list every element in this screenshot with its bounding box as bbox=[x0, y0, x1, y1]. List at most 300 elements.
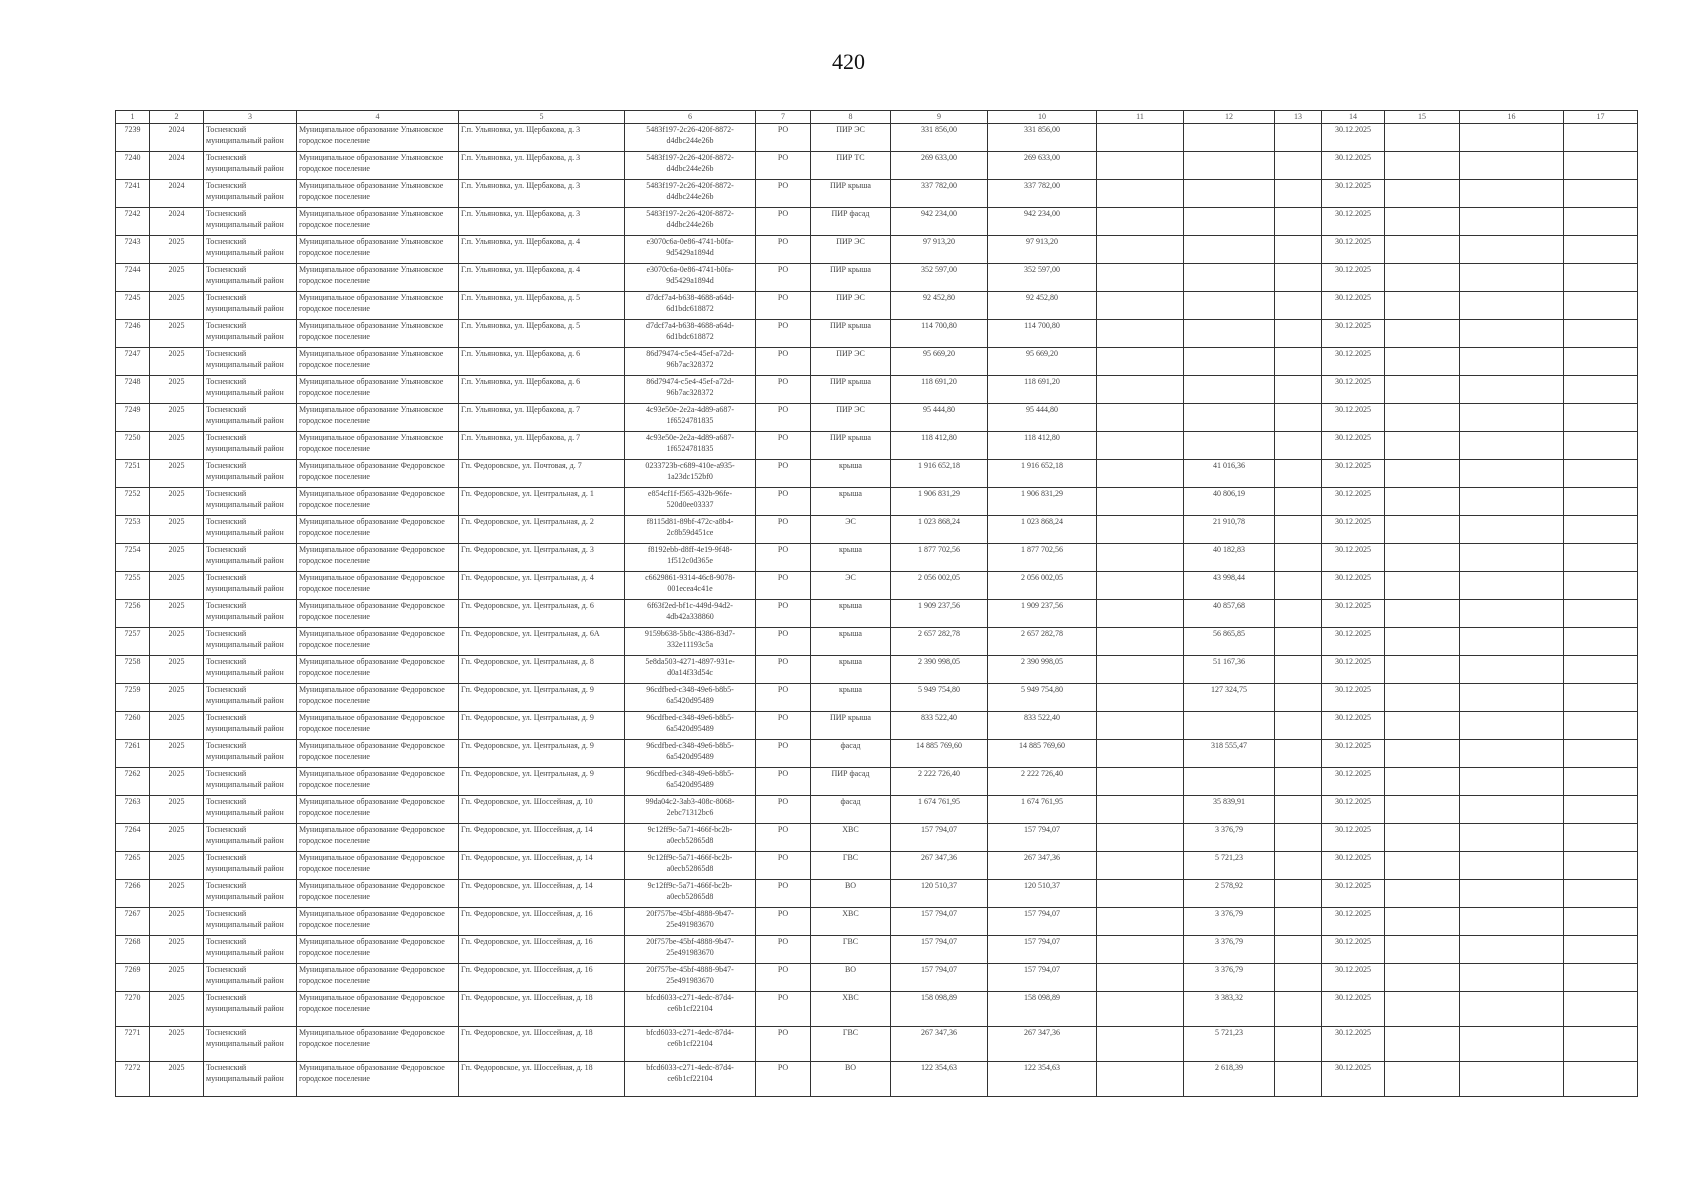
table-row bbox=[116, 852, 1638, 880]
table-row bbox=[116, 796, 1638, 824]
cell-address: Г.п. Ульяновка, ул. Щербакова, д. 3 bbox=[459, 124, 625, 152]
cell-year: 2025 bbox=[150, 628, 204, 656]
cell-cost-regional: 2 390 998,05 bbox=[988, 656, 1097, 684]
cell-row-number: 7249 bbox=[116, 404, 150, 432]
cell-col-16 bbox=[1460, 964, 1564, 992]
cell-year: 2025 bbox=[150, 656, 204, 684]
cell-row-number: 7239 bbox=[116, 124, 150, 152]
cell-col-17 bbox=[1564, 572, 1638, 600]
cell-program: РО bbox=[756, 572, 811, 600]
cell-total-cost: 1 023 868,24 bbox=[891, 516, 988, 544]
cell-cost-12 bbox=[1184, 768, 1275, 796]
cell-total-cost: 942 234,00 bbox=[891, 208, 988, 236]
cell-deadline: 30.12.2025 bbox=[1322, 432, 1385, 460]
cell-cost-11 bbox=[1097, 964, 1184, 992]
cell-program: РО bbox=[756, 740, 811, 768]
cell-col-15 bbox=[1385, 488, 1460, 516]
cell-year: 2025 bbox=[150, 740, 204, 768]
cell-year: 2025 bbox=[150, 796, 204, 824]
cell-cost-regional: 118 691,20 bbox=[988, 376, 1097, 404]
cell-cost-regional: 352 597,00 bbox=[988, 264, 1097, 292]
cell-address: Гп. Федоровское, ул. Шоссейная, д. 14 bbox=[459, 824, 625, 852]
cell-col-17 bbox=[1564, 964, 1638, 992]
cell-cost-11 bbox=[1097, 544, 1184, 572]
cell-house-guid: 96cdfbed-c348-49e6-b8b5-6a5420d95489 bbox=[625, 740, 756, 768]
cell-total-cost: 2 222 726,40 bbox=[891, 768, 988, 796]
cell-municipality: Муниципальное образование Федоровское городское поселение bbox=[297, 656, 459, 684]
cell-cost-11 bbox=[1097, 684, 1184, 712]
cell-col-15 bbox=[1385, 460, 1460, 488]
column-header-12: 12 bbox=[1184, 111, 1275, 124]
cell-cost-regional: 114 700,80 bbox=[988, 320, 1097, 348]
cell-municipality: Муниципальное образование Федоровское городское поселение bbox=[297, 740, 459, 768]
cell-work-type: ВО bbox=[811, 1062, 891, 1097]
table-row bbox=[116, 180, 1638, 208]
cell-row-number: 7250 bbox=[116, 432, 150, 460]
cell-deadline: 30.12.2025 bbox=[1322, 376, 1385, 404]
cell-municipality: Муниципальное образование Ульяновское городское поселение bbox=[297, 264, 459, 292]
cell-total-cost: 157 794,07 bbox=[891, 908, 988, 936]
cell-cost-regional: 5 949 754,80 bbox=[988, 684, 1097, 712]
cell-work-type: ВО bbox=[811, 880, 891, 908]
cell-work-type: ГВС bbox=[811, 1027, 891, 1062]
cell-cost-regional: 157 794,07 bbox=[988, 964, 1097, 992]
cell-deadline: 30.12.2025 bbox=[1322, 1027, 1385, 1062]
cell-house-guid: c6629861-9314-46c8-9078-001ecea4c41e bbox=[625, 572, 756, 600]
cell-col-15 bbox=[1385, 236, 1460, 264]
cell-row-number: 7253 bbox=[116, 516, 150, 544]
cell-district: Тосненский муниципальный район bbox=[204, 348, 297, 376]
cell-total-cost: 118 412,80 bbox=[891, 432, 988, 460]
cell-district: Тосненский муниципальный район bbox=[204, 488, 297, 516]
cell-deadline: 30.12.2025 bbox=[1322, 320, 1385, 348]
cell-row-number: 7271 bbox=[116, 1027, 150, 1062]
cell-col-17 bbox=[1564, 1062, 1638, 1097]
cell-cost-13 bbox=[1275, 684, 1322, 712]
cell-cost-13 bbox=[1275, 432, 1322, 460]
cell-col-15 bbox=[1385, 824, 1460, 852]
cell-col-15 bbox=[1385, 796, 1460, 824]
cell-cost-13 bbox=[1275, 236, 1322, 264]
cell-cost-regional: 2 657 282,78 bbox=[988, 628, 1097, 656]
cell-district: Тосненский муниципальный район bbox=[204, 208, 297, 236]
cell-year: 2025 bbox=[150, 964, 204, 992]
cell-col-15 bbox=[1385, 1027, 1460, 1062]
cell-row-number: 7242 bbox=[116, 208, 150, 236]
cell-cost-11 bbox=[1097, 656, 1184, 684]
cell-deadline: 30.12.2025 bbox=[1322, 712, 1385, 740]
cell-col-16 bbox=[1460, 516, 1564, 544]
cell-total-cost: 337 782,00 bbox=[891, 180, 988, 208]
cell-deadline: 30.12.2025 bbox=[1322, 768, 1385, 796]
cell-col-15 bbox=[1385, 600, 1460, 628]
table-row bbox=[116, 320, 1638, 348]
cell-work-type: крыша bbox=[811, 460, 891, 488]
cell-municipality: Муниципальное образование Ульяновское городское поселение bbox=[297, 180, 459, 208]
cell-address: Гп. Федоровское, ул. Шоссейная, д. 18 bbox=[459, 1027, 625, 1062]
cell-municipality: Муниципальное образование Федоровское городское поселение bbox=[297, 712, 459, 740]
cell-address: Гп. Федоровское, ул. Шоссейная, д. 18 bbox=[459, 992, 625, 1027]
cell-work-type: фасад bbox=[811, 796, 891, 824]
cell-cost-11 bbox=[1097, 152, 1184, 180]
cell-col-16 bbox=[1460, 1027, 1564, 1062]
cell-work-type: ВО bbox=[811, 964, 891, 992]
cell-row-number: 7251 bbox=[116, 460, 150, 488]
cell-work-type: ГВС bbox=[811, 852, 891, 880]
cell-deadline: 30.12.2025 bbox=[1322, 656, 1385, 684]
table-row bbox=[116, 964, 1638, 992]
cell-col-17 bbox=[1564, 992, 1638, 1027]
cell-deadline: 30.12.2025 bbox=[1322, 348, 1385, 376]
cell-work-type: крыша bbox=[811, 488, 891, 516]
cell-cost-13 bbox=[1275, 964, 1322, 992]
cell-col-16 bbox=[1460, 488, 1564, 516]
cell-district: Тосненский муниципальный район bbox=[204, 852, 297, 880]
cell-col-17 bbox=[1564, 544, 1638, 572]
cell-municipality: Муниципальное образование Ульяновское городское поселение bbox=[297, 320, 459, 348]
cell-cost-13 bbox=[1275, 656, 1322, 684]
cell-cost-12: 2 578,92 bbox=[1184, 880, 1275, 908]
cell-house-guid: 96cdfbed-c348-49e6-b8b5-6a5420d95489 bbox=[625, 768, 756, 796]
column-header-17: 17 bbox=[1564, 111, 1638, 124]
cell-col-15 bbox=[1385, 516, 1460, 544]
cell-cost-regional: 120 510,37 bbox=[988, 880, 1097, 908]
cell-cost-11 bbox=[1097, 572, 1184, 600]
cell-deadline: 30.12.2025 bbox=[1322, 824, 1385, 852]
cell-cost-regional: 942 234,00 bbox=[988, 208, 1097, 236]
cell-deadline: 30.12.2025 bbox=[1322, 460, 1385, 488]
cell-district: Тосненский муниципальный район bbox=[204, 432, 297, 460]
cell-municipality: Муниципальное образование Ульяновское городское поселение bbox=[297, 292, 459, 320]
cell-col-15 bbox=[1385, 544, 1460, 572]
cell-cost-regional: 95 444,80 bbox=[988, 404, 1097, 432]
cell-program: РО bbox=[756, 796, 811, 824]
cell-year: 2025 bbox=[150, 768, 204, 796]
cell-program: РО bbox=[756, 432, 811, 460]
cell-cost-11 bbox=[1097, 796, 1184, 824]
cell-address: Гп. Федоровское, ул. Почтовая, д. 7 bbox=[459, 460, 625, 488]
cell-col-17 bbox=[1564, 320, 1638, 348]
cell-row-number: 7269 bbox=[116, 964, 150, 992]
cell-row-number: 7246 bbox=[116, 320, 150, 348]
table-row bbox=[116, 1027, 1638, 1062]
cell-deadline: 30.12.2025 bbox=[1322, 516, 1385, 544]
cell-address: Гп. Федоровское, ул. Шоссейная, д. 16 bbox=[459, 964, 625, 992]
table-row bbox=[116, 740, 1638, 768]
cell-row-number: 7256 bbox=[116, 600, 150, 628]
cell-row-number: 7272 bbox=[116, 1062, 150, 1097]
cell-cost-12 bbox=[1184, 152, 1275, 180]
cell-col-17 bbox=[1564, 488, 1638, 516]
column-header-9: 9 bbox=[891, 111, 988, 124]
cell-cost-11 bbox=[1097, 908, 1184, 936]
cell-row-number: 7254 bbox=[116, 544, 150, 572]
table-row bbox=[116, 460, 1638, 488]
cell-work-type: ПИР крыша bbox=[811, 264, 891, 292]
column-header-16: 16 bbox=[1460, 111, 1564, 124]
cell-cost-11 bbox=[1097, 376, 1184, 404]
cell-district: Тосненский муниципальный район bbox=[204, 628, 297, 656]
cell-house-guid: 99da04c2-3ab3-408c-8068-2ebc71312bc6 bbox=[625, 796, 756, 824]
cell-cost-regional: 158 098,89 bbox=[988, 992, 1097, 1027]
cell-row-number: 7263 bbox=[116, 796, 150, 824]
column-header-2: 2 bbox=[150, 111, 204, 124]
cell-cost-regional: 331 856,00 bbox=[988, 124, 1097, 152]
cell-total-cost: 1 674 761,95 bbox=[891, 796, 988, 824]
cell-cost-12: 40 857,68 bbox=[1184, 600, 1275, 628]
cell-col-17 bbox=[1564, 404, 1638, 432]
cell-col-15 bbox=[1385, 348, 1460, 376]
cell-house-guid: 96cdfbed-c348-49e6-b8b5-6a5420d95489 bbox=[625, 684, 756, 712]
column-header-8: 8 bbox=[811, 111, 891, 124]
cell-work-type: ПИР ЭС bbox=[811, 236, 891, 264]
cell-address: Гп. Федоровское, ул. Центральная, д. 1 bbox=[459, 488, 625, 516]
header-row bbox=[116, 111, 1638, 124]
cell-program: РО bbox=[756, 936, 811, 964]
column-header-11: 11 bbox=[1097, 111, 1184, 124]
cell-col-16 bbox=[1460, 628, 1564, 656]
cell-house-guid: 96cdfbed-c348-49e6-b8b5-6a5420d95489 bbox=[625, 712, 756, 740]
cell-year: 2025 bbox=[150, 880, 204, 908]
cell-row-number: 7260 bbox=[116, 712, 150, 740]
cell-year: 2025 bbox=[150, 852, 204, 880]
cell-cost-13 bbox=[1275, 572, 1322, 600]
page-number: 420 bbox=[832, 49, 865, 74]
cell-col-17 bbox=[1564, 236, 1638, 264]
cell-total-cost: 120 510,37 bbox=[891, 880, 988, 908]
cell-deadline: 30.12.2025 bbox=[1322, 152, 1385, 180]
cell-program: РО bbox=[756, 824, 811, 852]
cell-cost-13 bbox=[1275, 992, 1322, 1027]
column-header-13: 13 bbox=[1275, 111, 1322, 124]
cell-municipality: Муниципальное образование Федоровское городское поселение bbox=[297, 796, 459, 824]
cell-year: 2025 bbox=[150, 544, 204, 572]
cell-address: Гп. Федоровское, ул. Шоссейная, д. 10 bbox=[459, 796, 625, 824]
cell-cost-13 bbox=[1275, 292, 1322, 320]
cell-col-16 bbox=[1460, 236, 1564, 264]
cell-col-17 bbox=[1564, 124, 1638, 152]
cell-municipality: Муниципальное образование Федоровское городское поселение bbox=[297, 1027, 459, 1062]
cell-deadline: 30.12.2025 bbox=[1322, 292, 1385, 320]
cell-cost-13 bbox=[1275, 208, 1322, 236]
cell-year: 2025 bbox=[150, 432, 204, 460]
cell-address: Гп. Федоровское, ул. Центральная, д. 9 bbox=[459, 740, 625, 768]
cell-house-guid: f8192ebb-d8ff-4e19-9f48-1f512c0d365e bbox=[625, 544, 756, 572]
cell-work-type: ЭС bbox=[811, 572, 891, 600]
cell-col-16 bbox=[1460, 684, 1564, 712]
cell-col-15 bbox=[1385, 712, 1460, 740]
column-header-4: 4 bbox=[297, 111, 459, 124]
cell-cost-11 bbox=[1097, 768, 1184, 796]
cell-col-16 bbox=[1460, 348, 1564, 376]
cell-address: Г.п. Ульяновка, ул. Щербакова, д. 4 bbox=[459, 264, 625, 292]
cell-col-15 bbox=[1385, 432, 1460, 460]
table-body bbox=[116, 124, 1638, 1097]
cell-col-15 bbox=[1385, 404, 1460, 432]
cell-work-type: крыша bbox=[811, 684, 891, 712]
table-row bbox=[116, 684, 1638, 712]
cell-cost-13 bbox=[1275, 544, 1322, 572]
cell-district: Тосненский муниципальный район bbox=[204, 544, 297, 572]
cell-cost-11 bbox=[1097, 292, 1184, 320]
cell-address: Г.п. Ульяновка, ул. Щербакова, д. 3 bbox=[459, 208, 625, 236]
cell-col-17 bbox=[1564, 432, 1638, 460]
cell-work-type: ПИР фасад bbox=[811, 208, 891, 236]
cell-cost-12: 40 182,83 bbox=[1184, 544, 1275, 572]
cell-address: Гп. Федоровское, ул. Центральная, д. 3 bbox=[459, 544, 625, 572]
cell-district: Тосненский муниципальный район bbox=[204, 656, 297, 684]
column-header-7: 7 bbox=[756, 111, 811, 124]
cell-cost-13 bbox=[1275, 488, 1322, 516]
cell-total-cost: 267 347,36 bbox=[891, 852, 988, 880]
cell-program: РО bbox=[756, 208, 811, 236]
cell-work-type: ПИР ЭС bbox=[811, 348, 891, 376]
cell-address: Гп. Федоровское, ул. Центральная, д. 6А bbox=[459, 628, 625, 656]
cell-district: Тосненский муниципальный район bbox=[204, 796, 297, 824]
cell-district: Тосненский муниципальный район bbox=[204, 180, 297, 208]
cell-work-type: ПИР фасад bbox=[811, 768, 891, 796]
cell-cost-regional: 1 674 761,95 bbox=[988, 796, 1097, 824]
cell-municipality: Муниципальное образование Федоровское городское поселение bbox=[297, 908, 459, 936]
cell-program: РО bbox=[756, 964, 811, 992]
cell-program: РО bbox=[756, 992, 811, 1027]
cell-col-15 bbox=[1385, 768, 1460, 796]
cell-municipality: Муниципальное образование Федоровское городское поселение bbox=[297, 768, 459, 796]
cell-total-cost: 157 794,07 bbox=[891, 964, 988, 992]
table-row bbox=[116, 712, 1638, 740]
cell-district: Тосненский муниципальный район bbox=[204, 320, 297, 348]
cell-district: Тосненский муниципальный район bbox=[204, 236, 297, 264]
table-row bbox=[116, 880, 1638, 908]
cell-municipality: Муниципальное образование Федоровское городское поселение bbox=[297, 516, 459, 544]
cell-cost-regional: 267 347,36 bbox=[988, 852, 1097, 880]
cell-district: Тосненский муниципальный район bbox=[204, 460, 297, 488]
cell-municipality: Муниципальное образование Ульяновское городское поселение bbox=[297, 152, 459, 180]
cell-program: РО bbox=[756, 516, 811, 544]
cell-address: Гп. Федоровское, ул. Шоссейная, д. 18 bbox=[459, 1062, 625, 1097]
cell-house-guid: bfcd6033-c271-4edc-87d4-ce6b1cf22104 bbox=[625, 1027, 756, 1062]
cell-district: Тосненский муниципальный район bbox=[204, 264, 297, 292]
cell-col-16 bbox=[1460, 544, 1564, 572]
cell-cost-13 bbox=[1275, 768, 1322, 796]
cell-work-type: ХВС bbox=[811, 992, 891, 1027]
cell-cost-12: 3 376,79 bbox=[1184, 908, 1275, 936]
cell-cost-12 bbox=[1184, 236, 1275, 264]
cell-program: РО bbox=[756, 264, 811, 292]
cell-district: Тосненский муниципальный район bbox=[204, 684, 297, 712]
cell-deadline: 30.12.2025 bbox=[1322, 1062, 1385, 1097]
cell-work-type: ПИР крыша bbox=[811, 376, 891, 404]
cell-cost-13 bbox=[1275, 152, 1322, 180]
cell-cost-13 bbox=[1275, 516, 1322, 544]
cell-col-17 bbox=[1564, 152, 1638, 180]
cell-cost-regional: 157 794,07 bbox=[988, 936, 1097, 964]
cell-deadline: 30.12.2025 bbox=[1322, 208, 1385, 236]
cell-col-16 bbox=[1460, 908, 1564, 936]
cell-row-number: 7248 bbox=[116, 376, 150, 404]
cell-cost-12: 127 324,75 bbox=[1184, 684, 1275, 712]
cell-address: Гп. Федоровское, ул. Центральная, д. 2 bbox=[459, 516, 625, 544]
cell-cost-11 bbox=[1097, 936, 1184, 964]
cell-col-16 bbox=[1460, 376, 1564, 404]
cell-municipality: Муниципальное образование Ульяновское городское поселение bbox=[297, 432, 459, 460]
cell-total-cost: 157 794,07 bbox=[891, 936, 988, 964]
cell-cost-12 bbox=[1184, 264, 1275, 292]
cell-house-guid: 5483f197-2c26-420f-8872-d4dbc244e26b bbox=[625, 208, 756, 236]
cell-address: Гп. Федоровское, ул. Шоссейная, д. 16 bbox=[459, 936, 625, 964]
cell-program: РО bbox=[756, 180, 811, 208]
cell-program: РО bbox=[756, 236, 811, 264]
cell-cost-regional: 1 909 237,56 bbox=[988, 600, 1097, 628]
cell-house-guid: 9c12ff9c-5a71-466f-bc2b-a0ecb52865d8 bbox=[625, 852, 756, 880]
cell-municipality: Муниципальное образование Ульяновское городское поселение bbox=[297, 376, 459, 404]
cell-work-type: ПИР крыша bbox=[811, 180, 891, 208]
cell-municipality: Муниципальное образование Ульяновское городское поселение bbox=[297, 404, 459, 432]
cell-col-16 bbox=[1460, 1062, 1564, 1097]
cell-cost-11 bbox=[1097, 516, 1184, 544]
cell-col-16 bbox=[1460, 600, 1564, 628]
cell-cost-12: 5 721,23 bbox=[1184, 1027, 1275, 1062]
cell-col-16 bbox=[1460, 320, 1564, 348]
cell-deadline: 30.12.2025 bbox=[1322, 264, 1385, 292]
cell-cost-13 bbox=[1275, 628, 1322, 656]
cell-col-15 bbox=[1385, 684, 1460, 712]
cell-address: Гп. Федоровское, ул. Центральная, д. 4 bbox=[459, 572, 625, 600]
cell-cost-11 bbox=[1097, 432, 1184, 460]
cell-row-number: 7255 bbox=[116, 572, 150, 600]
cell-row-number: 7261 bbox=[116, 740, 150, 768]
cell-house-guid: d7dcf7a4-b638-4688-a64d-6d1bdc618872 bbox=[625, 320, 756, 348]
cell-cost-11 bbox=[1097, 348, 1184, 376]
cell-col-15 bbox=[1385, 292, 1460, 320]
cell-cost-regional: 267 347,36 bbox=[988, 1027, 1097, 1062]
table-row bbox=[116, 292, 1638, 320]
cell-total-cost: 833 522,40 bbox=[891, 712, 988, 740]
cell-deadline: 30.12.2025 bbox=[1322, 796, 1385, 824]
cell-municipality: Муниципальное образование Федоровское городское поселение bbox=[297, 460, 459, 488]
cell-deadline: 30.12.2025 bbox=[1322, 404, 1385, 432]
cell-col-17 bbox=[1564, 600, 1638, 628]
cell-cost-12 bbox=[1184, 712, 1275, 740]
cell-total-cost: 1 909 237,56 bbox=[891, 600, 988, 628]
cell-work-type: ЭС bbox=[811, 516, 891, 544]
cell-col-17 bbox=[1564, 684, 1638, 712]
cell-district: Тосненский муниципальный район bbox=[204, 572, 297, 600]
cell-cost-13 bbox=[1275, 852, 1322, 880]
cell-col-16 bbox=[1460, 180, 1564, 208]
cell-cost-13 bbox=[1275, 404, 1322, 432]
cell-house-guid: 86d79474-c5e4-45ef-a72d-96b7ac328372 bbox=[625, 376, 756, 404]
cell-work-type: ПИР ЭС bbox=[811, 404, 891, 432]
cell-cost-11 bbox=[1097, 880, 1184, 908]
cell-cost-12: 3 376,79 bbox=[1184, 824, 1275, 852]
cell-col-15 bbox=[1385, 852, 1460, 880]
table-row bbox=[116, 516, 1638, 544]
cell-year: 2025 bbox=[150, 236, 204, 264]
cell-col-16 bbox=[1460, 712, 1564, 740]
cell-work-type: ПИР крыша bbox=[811, 320, 891, 348]
cell-cost-12 bbox=[1184, 124, 1275, 152]
cell-house-guid: 4c93e50e-2e2a-4d89-a687-1f6524781835 bbox=[625, 404, 756, 432]
cell-cost-regional: 1 916 652,18 bbox=[988, 460, 1097, 488]
cell-cost-regional: 1 023 868,24 bbox=[988, 516, 1097, 544]
cell-cost-regional: 118 412,80 bbox=[988, 432, 1097, 460]
cell-district: Тосненский муниципальный район bbox=[204, 516, 297, 544]
cell-cost-12: 3 376,79 bbox=[1184, 964, 1275, 992]
cell-work-type: крыша bbox=[811, 656, 891, 684]
cell-deadline: 30.12.2025 bbox=[1322, 852, 1385, 880]
cell-cost-regional: 157 794,07 bbox=[988, 908, 1097, 936]
